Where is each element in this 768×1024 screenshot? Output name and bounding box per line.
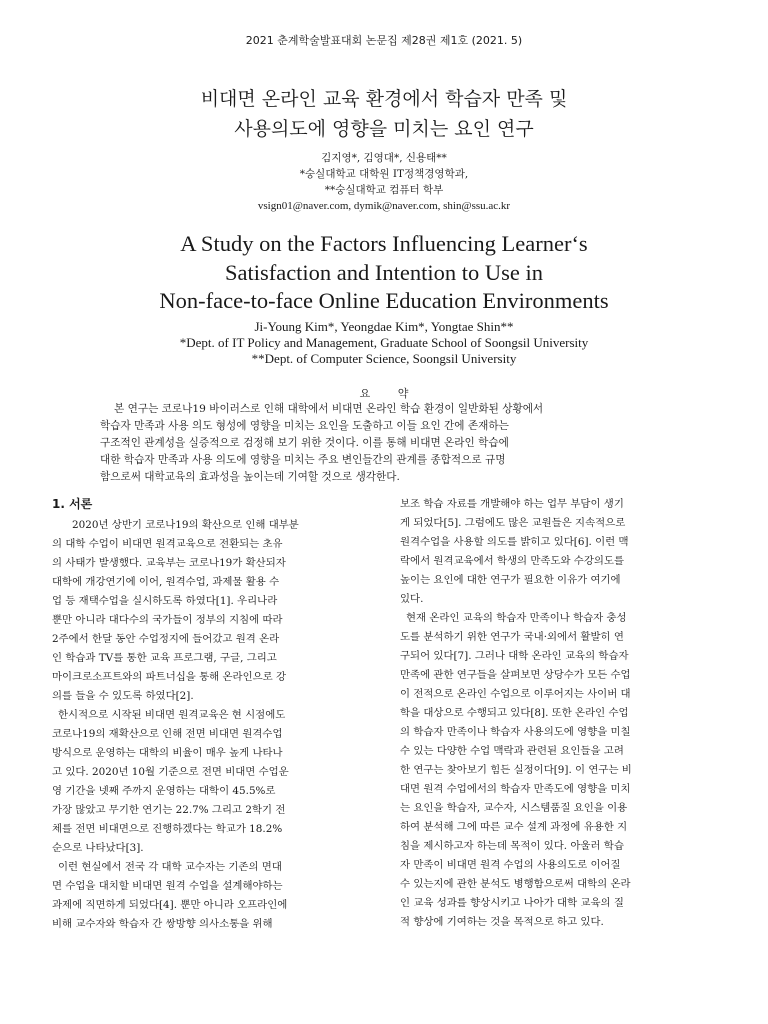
english-authors: Ji-Young Kim*, Yeongdae Kim*, Yongtae Shin** <box>254 319 514 334</box>
paragraph <box>400 495 710 609</box>
text-line: 높이는 요인에 대한 연구가 필요한 이유가 여기에 <box>400 574 621 586</box>
text-line: 영 기간을 넷째 주까지 운영하는 대학이 45.5%로 <box>52 785 276 797</box>
korean-title <box>0 84 768 144</box>
english-title-line: Satisfaction and Intention to Use in <box>224 259 544 285</box>
text-line: 업 등 재택수업을 실시하도록 하였다[1]. 우리나라 <box>52 595 278 607</box>
text-line: 코로나19의 재확산으로 인해 전면 비대면 원격수업 <box>52 728 283 740</box>
text-line: 한 연구는 찾아보기 힘든 실정이다[9]. 이 연구는 비 <box>400 764 632 776</box>
text-line: 면 수업을 대치할 비대면 원격 수업을 설계해야하는 <box>52 880 283 892</box>
english-author-block <box>0 319 768 367</box>
text-line: 는 요인을 학습자, 교수자, 시스템품질 요인을 이용 <box>400 802 628 814</box>
abstract-heading: 요 약 <box>359 387 409 400</box>
text-line: 학을 대상으로 수행되고 있다[8]. 또한 온라인 수업 <box>400 707 629 719</box>
korean-affiliation: **숭실대학교 컴퓨터 학부 <box>324 184 444 196</box>
section-title: 1. 서론 <box>52 497 93 511</box>
abstract-line: 학습자 만족과 사용 의도 형성에 영향을 미치는 요인을 도출하고 이들 요인 간에 존재하는 <box>100 419 509 432</box>
korean-title-line: 비대면 온라인 교육 환경에서 학습자 만족 및 <box>200 88 568 110</box>
abstract-line: 대한 학습자 만족과 사용 의도에 영향을 미치는 주요 변인들간의 관계를 종합적으로 규명 <box>100 453 506 466</box>
text-line: 가장 많았고 무기한 연기는 22.7% 그리고 2학기 전 <box>52 804 286 816</box>
text-line: 현재 온라인 교육의 학습자 만족이나 학습자 충성 <box>406 612 627 624</box>
text-line: 대학에 개강연기에 이어, 원격수업, 과제물 활용 수 <box>52 576 280 588</box>
text-line: 고 있다. 2020년 10월 기준으로 전면 비대면 수업운 <box>52 766 289 778</box>
left-column <box>52 495 362 934</box>
text-line: 2주에서 한달 동안 수업정지에 들어갔고 원격 온라 <box>52 633 280 645</box>
abstract-line: 본 연구는 코로나19 바이러스로 인해 대학에서 비대면 온라인 학습 환경이 일반화된 상황에서 <box>114 403 544 415</box>
text-line: 마이크로소프트와의 파트너십을 통해 온라인으로 강 <box>52 671 287 683</box>
text-line: 있다. <box>400 593 424 605</box>
text-line: 뿐만 아니라 대다수의 국가들이 정부의 지침에 따라 <box>52 614 283 626</box>
text-line: 수 있는지에 관한 분석도 병행함으로써 대학의 온라 <box>400 878 631 890</box>
text-line: 인 학습과 TV를 통한 교육 프로그램, 구글, 그리고 <box>52 652 277 664</box>
text-line: 2020년 상반기 코로나19의 확산으로 인해 대부분 <box>72 519 299 531</box>
paragraph <box>52 858 362 934</box>
english-title-line: A Study on the Factors Influencing Learner‘s <box>180 231 588 256</box>
text-line: 의 사태가 발생했다. 교육부는 코로나19가 확산되자 <box>52 557 286 569</box>
english-title-line: Non-face-to-face Online Education Environments <box>159 288 609 313</box>
text-line: 원격수업을 사용할 의도를 밝히고 있다[6]. 이런 맥 <box>400 536 629 548</box>
text-line: 방식으로 운영하는 대학의 비율이 매우 높게 나타나 <box>52 747 283 759</box>
text-line: 과제에 직면하게 되었다[4]. 뿐만 아니라 오프라인에 <box>52 899 288 911</box>
text-line: 의 대학 수업이 비대면 원격교육으로 전환되는 초유 <box>52 538 283 550</box>
korean-affiliation: *숭실대학교 대학원 IT정책경영학과, <box>299 168 469 180</box>
paragraph <box>400 609 710 932</box>
text-line: 비해 교수자와 학습자 간 쌍방향 의사소통을 위해 <box>52 918 273 930</box>
text-line: 침을 제시하고자 하는데 목적이 있다. 아울러 학습 <box>400 840 624 852</box>
paragraph <box>52 516 362 706</box>
author-emails: vsign01@naver.com, dymik@naver.com, shin@ssu.ac.kr <box>257 200 511 212</box>
korean-authors: 김지영*, 김영대*, 신용태** <box>321 152 447 164</box>
journal-header: 2021 춘계학술발표대회 논문집 제28권 제1호 (2021. 5) <box>245 34 523 47</box>
paragraph <box>52 706 362 858</box>
korean-title-line: 사용의도에 영향을 미치는 요인 연구 <box>234 118 534 140</box>
english-title <box>0 230 768 316</box>
text-line: 의 학습자 만족이나 학습자 사용의도에 영향을 미칠 <box>400 726 631 738</box>
english-affiliation: *Dept. of IT Policy and Management, Graduate School of Soongsil University <box>179 335 589 350</box>
text-line: 이 전적으로 온라인 수업으로 이루어지는 사이버 대 <box>400 688 631 700</box>
abstract-body <box>100 401 670 486</box>
text-line: 의를 들을 수 있도록 하였다[2]. <box>52 690 194 702</box>
right-column <box>400 495 710 932</box>
text-line: 게 되었다[5]. 그럼에도 많은 교원들은 지속적으로 <box>400 517 626 529</box>
text-line: 체를 전면 비대면으로 진행하겠다는 학교가 18.2% <box>52 823 283 835</box>
text-line: 도를 분석하기 위한 연구가 국내·외에서 활발히 연 <box>400 631 624 643</box>
abstract-line: 함으로써 대학교육의 효과성을 높이는데 기여할 것으로 생각한다. <box>100 470 400 483</box>
text-line: 적 향상에 기여하는 것을 목적으로 하고 있다. <box>400 916 604 928</box>
text-line: 이런 현실에서 전국 각 대학 교수자는 기존의 면대 <box>58 861 282 873</box>
text-line: 인 교육 성과를 향상시키고 나아가 대학 교육의 질 <box>400 897 624 909</box>
text-line: 한시적으로 시작된 비대면 원격교육은 현 시점에도 <box>58 709 286 721</box>
text-line: 수 있는 다양한 수업 맥락과 관련된 요인들을 고려 <box>400 745 624 757</box>
abstract-line: 구조적인 관계성을 실증적으로 검정해 보기 위한 것이다. 이를 통해 비대면 온라인 학습에 <box>100 436 509 449</box>
text-line: 락에서 원격교육에서 학생의 만족도와 수강의도를 <box>400 555 624 567</box>
english-affiliation: **Dept. of Computer Science, Soongsil University <box>251 351 517 366</box>
korean-author-block <box>0 150 768 214</box>
text-line: 대면 원격 수업에서의 학습자 만족도에 영향을 미치 <box>400 783 631 795</box>
text-line: 구되어 있다[7]. 그러나 대학 온라인 교육의 학습자 <box>400 650 629 662</box>
text-line: 보조 학습 자료를 개발해야 하는 업무 부담이 생기 <box>400 498 624 510</box>
text-line: 순으로 나타났다[3]. <box>52 842 144 854</box>
text-line: 만족에 관한 연구들을 살펴보면 상당수가 모든 수업 <box>400 669 631 681</box>
text-line: 하여 분석해 그에 따른 교수 설계 과정에 유용한 지 <box>400 821 628 833</box>
text-line: 자 만족이 비대면 원격 수업의 사용의도로 이어질 <box>400 859 621 871</box>
